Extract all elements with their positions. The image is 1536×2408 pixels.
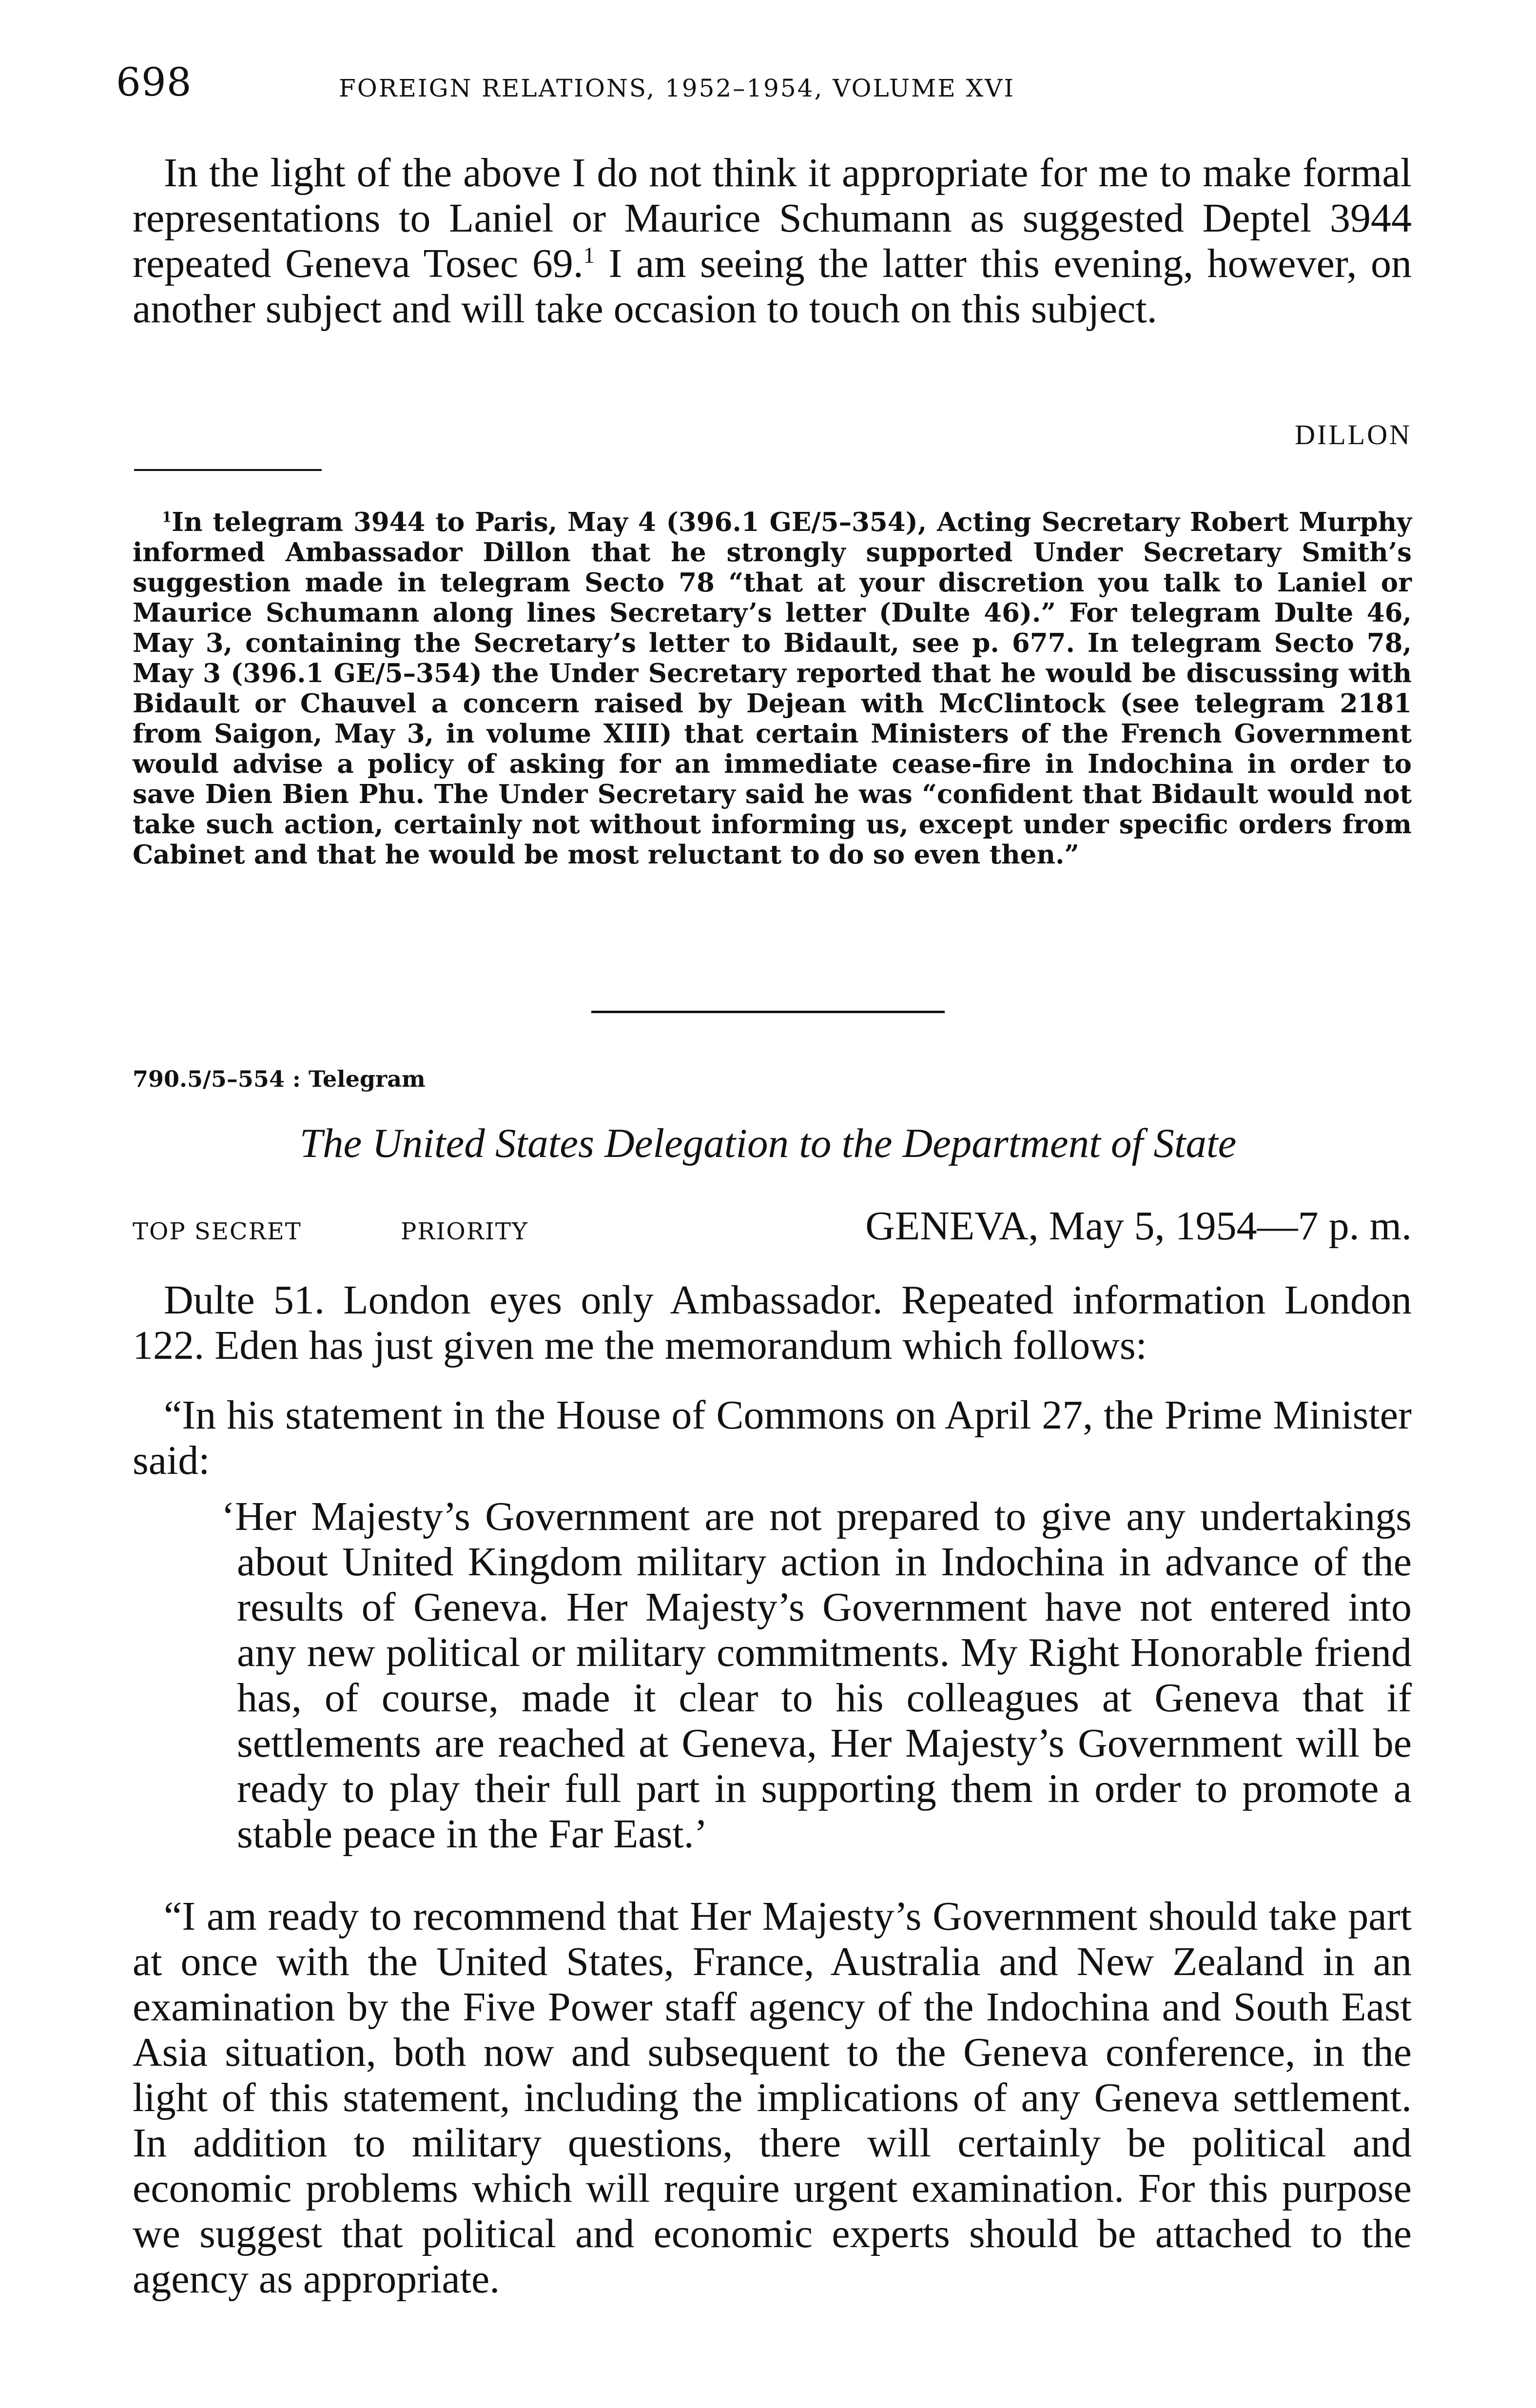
footnote-reference: 1 xyxy=(583,243,595,268)
top-paragraph-text-continued: I am seeing the latter this evening, however, on another subject and will take occasion to touch on this subject. xyxy=(133,241,1412,332)
footnote-text: In telegram 3944 to Paris, May 4 (396.1 GE/5–354), Acting Secretary Robert Murphy informed Ambassador Dillon that he strongly supported Under Secretary Smith’s suggestion made in telegram Secto 78 “that at your discretion you talk to Laniel or Maurice Schumann along lines Secretary’s letter (Dulte 46).” For telegram Dulte 46, May 3, containing the Secretary’s letter to Bidault, see p. 677. In telegram Secto 78, May 3 (396.1 GE/5–354) the Under Secretary reported that he would be discussing with Bidault or Chauvel a concern raised by Dejean with McClintock (see telegram 2181 from Saigon, May 3, in volume XIII) that certain Ministers of the French Government would advise a policy of asking for an immediate cease-fire in Indochina in order to save Dien Bien Phu. The Under Secretary said he was “confident that Bidault would not take such action, certainly not without informing us, except under specific orders from Cabinet and that he would be most reluctant to do so even then.” xyxy=(133,507,1412,870)
telegram-paragraph-1: Dulte 51. London eyes only Ambassador. Repeated information London 122. Eden has just given me the memorandum which follows: xyxy=(133,1277,1412,1368)
telegram-paragraph-2: “In his statement in the House of Commons on April 27, the Prime Minister said: xyxy=(133,1392,1412,1483)
classification: TOP SECRET xyxy=(133,1218,302,1245)
running-title: FOREIGN RELATIONS, 1952–1954, VOLUME XVI xyxy=(339,74,1015,102)
signature: DILLON xyxy=(1295,419,1412,450)
top-paragraph xyxy=(133,150,1412,332)
section-divider xyxy=(591,1011,945,1013)
telegram-paragraph-3: “I am ready to recommend that Her Majesty’s Government should take part at once with the United States, France, Australia and New Zealand in an examination by the Five Power staff agency of the Indochina and South East Asia situation, both now and subsequent to the Geneva conference, in the light of this statement, including the implications of any Geneva settlement. In addition to military questions, there will certainly be political and economic problems which will require urgent examination. For this purpose we suggest that political and economic experts should be attached to the agency as appropriate. xyxy=(133,1894,1412,2302)
top-paragraph-text: In the light of the above I do not think it appropriate for me to make formal representations to Laniel or Maurice Schumann as suggested Deptel 3944 repeated Geneva Tosec 69. xyxy=(133,150,1412,286)
footnote-mark: 1 xyxy=(162,509,172,526)
document-title: The United States Delegation to the Department of State xyxy=(299,1120,1237,1166)
page-number: 698 xyxy=(116,59,192,105)
dateline: GENEVA, May 5, 1954—7 p. m. xyxy=(865,1203,1412,1249)
block-quote: ‘Her Majesty’s Government are not prepared to give any undertakings about United Kingdom military action in Indochina in advance of the results of Geneva. Her Majesty’s Government have not entered into any new political or military commitments. My Right Honorable friend has, of course, made it clear to his colleagues at Geneva that if settlements are reached at Geneva, Her Majesty’s Government will be ready to play their full part in supporting them in order to promote a stable peace in the Far East.’ xyxy=(221,1494,1412,1857)
footnote xyxy=(133,507,1412,870)
footnote-rule xyxy=(134,469,322,471)
precedence: PRIORITY xyxy=(401,1218,528,1245)
file-reference: 790.5/5–554 : Telegram xyxy=(133,1066,426,1092)
